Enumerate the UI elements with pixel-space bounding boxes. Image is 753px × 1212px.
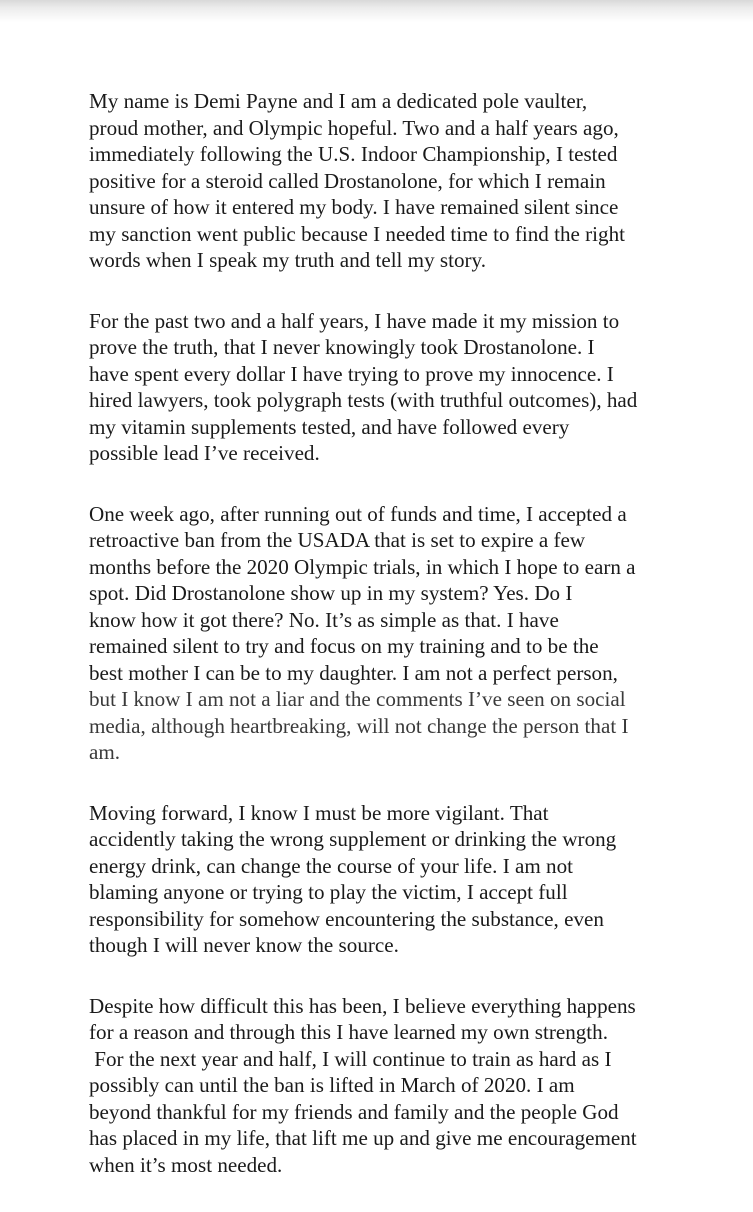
text-line: retroactive ban from the USADA that is set to expire a few [89,528,586,552]
text-line: positive for a steroid called Drostanolone, for which I remain [89,168,606,193]
text-line: blaming anyone or trying to play the victim, I accept full [89,880,568,904]
text-line: words when I speak my truth and tell my story. [89,248,487,272]
text-line: though I will never know the source. [89,933,399,957]
text-line: unsure of how it entered my body. I have remained silent since [89,195,619,219]
paragraph-1 [89,88,689,274]
text-line: For the past two and a half years, I have made it my mission to [89,308,620,333]
statement-document [89,88,689,1212]
text-line: Moving forward, I know I must be more vigilant. That [89,800,549,825]
text-line: know how it got there? No. It’s as simple as that. I have [89,607,559,632]
text-line: Despite how difficult this has been, I believe everything happens [89,993,636,1018]
text-line: spot. Did Drostanolone show up in my system? Yes. Do I [89,581,573,605]
text-line: months before the 2020 Olympic trials, in which I hope to earn a [89,554,636,579]
text-line: has placed in my life, that lift me up and give me encouragement [89,1126,637,1150]
text-line: responsibility for somehow encountering the substance, even [89,906,604,931]
paragraph-5 [89,993,689,1179]
text-line: One week ago, after running out of funds and time, I accepted a [89,501,627,526]
text-line: My name is Demi Payne and I am a dedicated pole vaulter, [89,89,588,113]
text-line: media, although heartbreaking, will not change the person that I [89,713,629,738]
text-line: best mother I can be to my daughter. I am not a perfect person, [89,660,618,685]
paragraph-2 [89,308,689,467]
text-line: immediately following the U.S. Indoor Championship, I tested [89,142,618,166]
text-line: prove the truth, that I never knowingly took Drostanolone. I [89,335,595,359]
text-line: have spent every dollar I have trying to prove my innocence. I [89,361,614,386]
text-line: For the next year and half, I will continue to train as hard as I [89,1046,612,1071]
text-line: proud mother, and Olympic hopeful. Two and a half years ago, [89,115,619,140]
text-line: accidently taking the wrong supplement or drinking the wrong [89,827,617,851]
top-edge-shadow [0,0,753,22]
text-line: possible lead I’ve received. [89,441,320,465]
text-line: remained silent to try and focus on my training and to be the [89,634,599,658]
text-line: possibly can until the ban is lifted in March of 2020. I am [89,1073,575,1097]
text-line: when it’s most needed. [89,1152,283,1177]
text-line: beyond thankful for my friends and family and the people God [89,1099,619,1124]
text-line: am. [89,740,121,764]
text-line: hired lawyers, took polygraph tests (with truthful outcomes), had [89,388,638,412]
text-line: my vitamin supplements tested, and have followed every [89,414,570,439]
text-line: but I know I am not a liar and the comments I’ve seen on social [89,687,626,711]
paragraph-3 [89,501,689,766]
text-line: my sanction went public because I needed time to find the right [89,221,625,246]
text-line: for a reason and through this I have learned my own strength. [89,1020,608,1044]
text-line: energy drink, can change the course of your life. I am not [89,853,574,878]
paragraph-4 [89,800,689,959]
